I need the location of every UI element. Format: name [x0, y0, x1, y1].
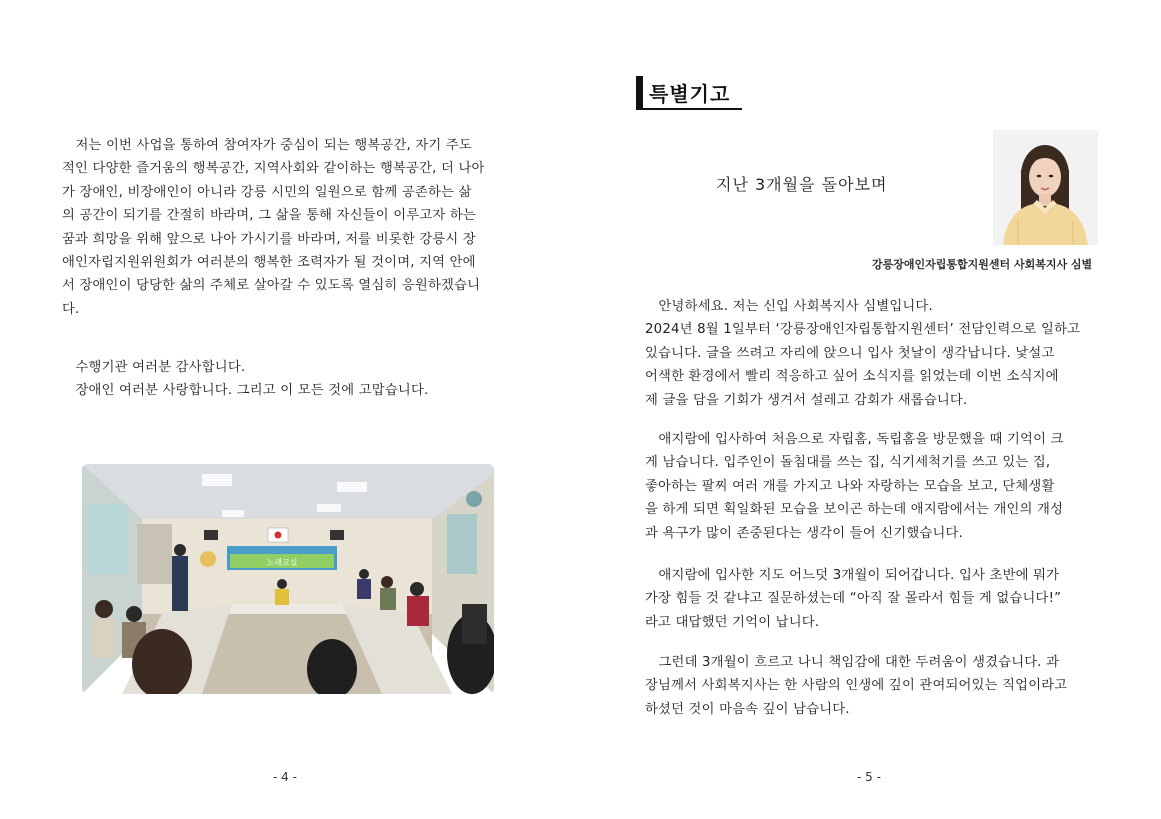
- text-line: 어색한 환경에서 빨리 적응하고 싶어 소식지를 읽었는데 이번 소식지에: [645, 369, 1059, 385]
- text-line: 가장 힘들 것 같냐고 질문하셨는데 “아직 잘 몰라서 힘들 게 없습니다!”: [645, 591, 1062, 607]
- text-line: 게 남습니다. 입주인이 돌침대를 쓰는 집, 식기세척기를 쓰고 있는 집,: [645, 455, 1051, 471]
- text-line: 서 장애인이 당당한 삶의 주체로 살아갈 수 있도록 열심히 응원하겠습니: [62, 278, 481, 294]
- author-byline: 강릉장애인자립통합지원센터 사회복지사 심별: [872, 258, 1093, 271]
- section-heading-text: 특별기고: [649, 82, 731, 106]
- right-paragraph-3: [645, 564, 1102, 634]
- text-line: 제 글을 담을 기회가 생겨서 설레고 감회가 새롭습니다.: [645, 392, 968, 408]
- text-line: 적인 다양한 즐거움의 행복공간, 지역사회와 같이하는 행복공간, 더 나아: [62, 161, 485, 177]
- text-line: 을 하게 되면 획일화된 모습을 보이곤 하는데 애지람에서는 개인의 개성: [645, 502, 1064, 518]
- text-line: 가 장애인, 비장애인이 아니라 강릉 시민의 일원으로 함께 공존하는 삶: [62, 184, 472, 200]
- text-line: 꿈과 희망을 위해 앞으로 나아 가시기를 바라며, 저를 비롯한 강릉시 장: [62, 231, 476, 247]
- text-line: 의 공간이 되기를 간절히 바라며, 그 삶을 통해 자신들이 이루고자 하는: [62, 208, 476, 224]
- article-subtitle: 지난 3개월을 돌아보며: [716, 175, 888, 194]
- text-line: 하셨던 것이 마음속 깊이 남습니다.: [645, 701, 850, 717]
- text-line: 과 욕구가 많이 존중된다는 생각이 들어 신기했습니다.: [645, 525, 963, 541]
- right-paragraph-2: [645, 428, 1102, 545]
- text-line: 애지람에 입사하여 처음으로 자립홈, 독립홈을 방문했을 때 기억이 크: [645, 432, 1064, 447]
- text-line: 장님께서 사회복지사는 한 사람의 인생에 깊이 관여되어있는 직업이라고: [645, 678, 1068, 694]
- banner-text: 노래교실: [266, 558, 298, 567]
- text-line: 좋아하는 팔찌 여러 개를 가지고 나와 자랑하는 모습을 보고, 단체생활: [645, 478, 1055, 494]
- text-line: 저는 이번 사업을 통하여 참여자가 중심이 되는 행복공간, 자기 주도: [62, 138, 472, 153]
- text-line: 애지람에 입사한 지도 어느덧 3개월이 되어갑니다. 입사 초반에 뭐가: [645, 568, 1060, 583]
- text-line: 다.: [62, 301, 80, 317]
- text-line: 있습니다. 글을 쓰려고 자리에 앉으니 입사 첫날이 생각납니다. 낯설고: [645, 345, 1055, 361]
- text-line: 수행기관 여러분 감사합니다.: [62, 360, 246, 375]
- text-line: 애인자립지원위원회가 여러분의 행복한 조력자가 될 것이며, 지역 안에: [62, 255, 476, 271]
- text-line: 장애인 여러분 사랑합니다. 그리고 이 모든 것에 고맙습니다.: [62, 383, 429, 399]
- author-portrait: [993, 130, 1098, 245]
- page-number: - 4 -: [273, 770, 297, 784]
- page-number: - 5 -: [857, 770, 881, 784]
- text-line: 안녕하세요. 저는 신입 사회복지사 심별입니다.: [645, 299, 933, 314]
- text-line: 2024년 8월 1일부터 ‘강릉장애인자립통합지원센터’ 전담인력으로 일하고: [645, 322, 1081, 338]
- text-line: 라고 대답했던 기억이 납니다.: [645, 614, 820, 630]
- heading-bar: [636, 76, 643, 108]
- right-paragraph-4: [645, 651, 1102, 721]
- section-heading: [636, 76, 742, 110]
- text-line: 그런데 3개월이 흐르고 나니 책임감에 대한 두려움이 생겼습니다. 과: [645, 655, 1060, 670]
- right-paragraph-1: [645, 295, 1102, 412]
